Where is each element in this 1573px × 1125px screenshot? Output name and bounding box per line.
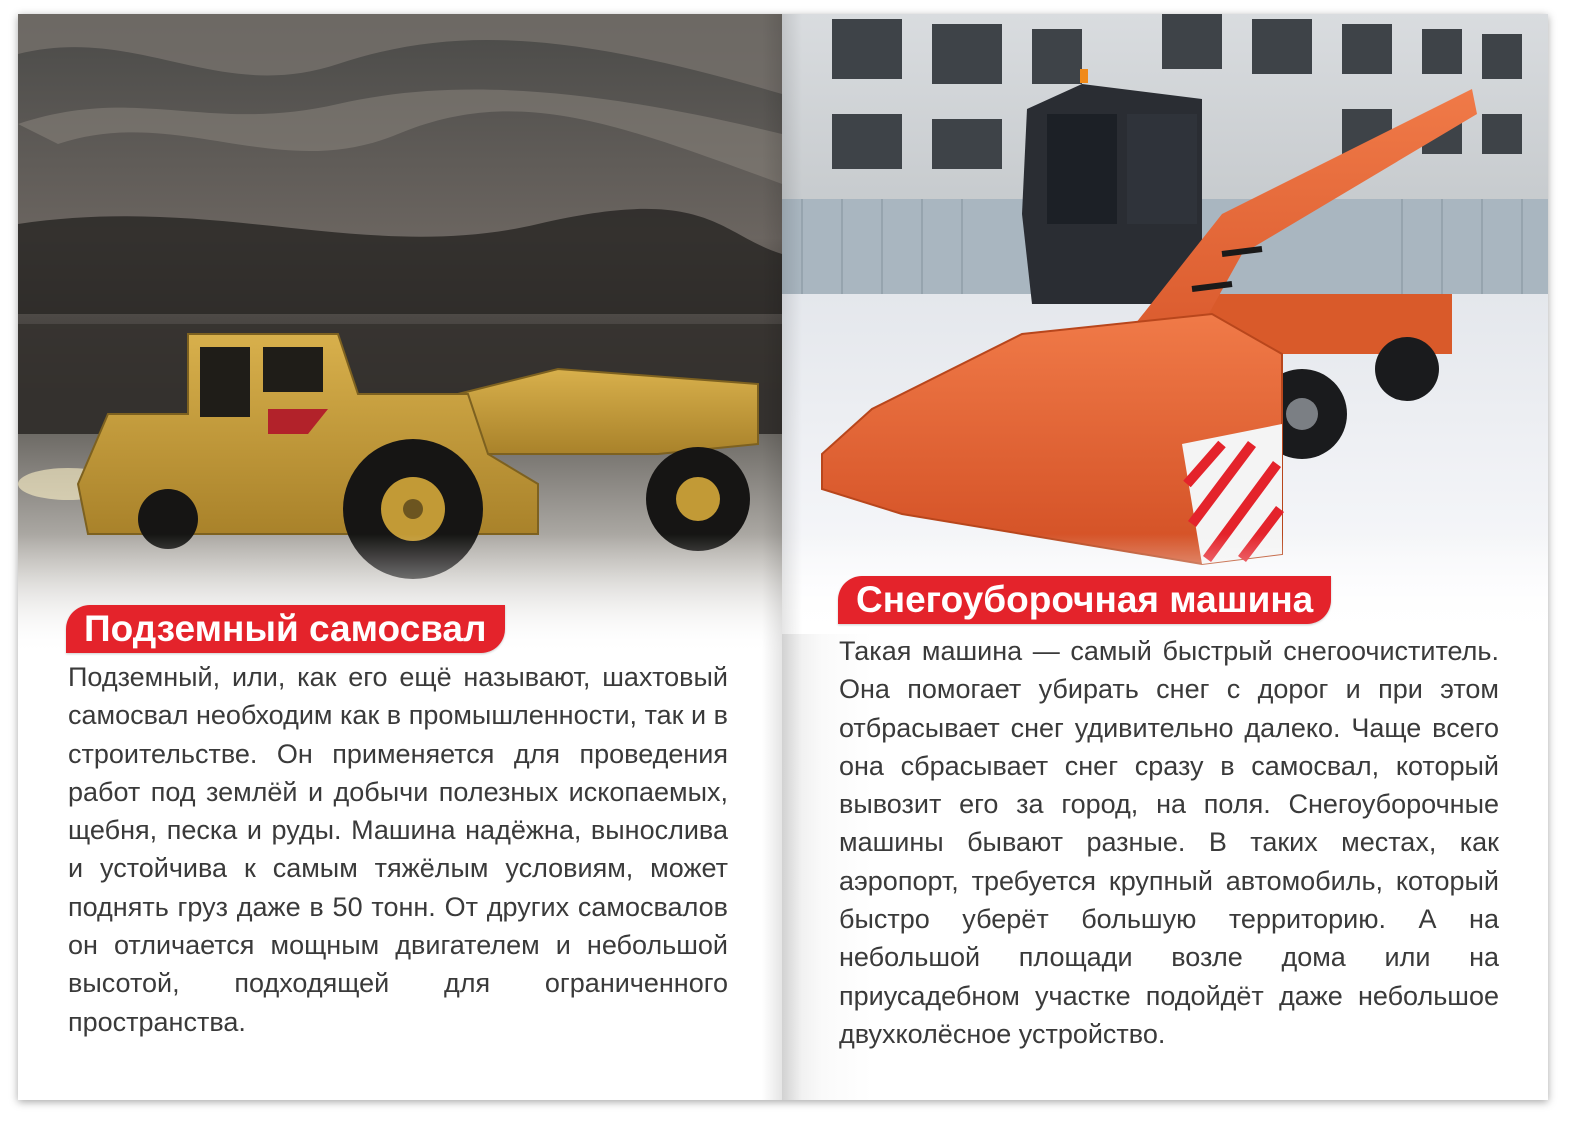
book-spread (18, 14, 1548, 1100)
left-page (18, 14, 782, 1100)
right-page (782, 14, 1548, 1100)
right-page-title: Снегоуборочная машина (838, 576, 1331, 624)
snow-removal-machine-photo (782, 14, 1548, 634)
left-page-paragraph: Подземный, или, как его ещё называют, шахтовый самосвал необходим как в промышленности, так и в строительстве. Он применяется для проведения работ под землёй и добычи полезных ископаемых, щебня, песка и руды. Машина надёжна, вынослива и устойчива к самым тяжёлым условиям, может поднять груз даже в 50 тонн. От других самосвалов он отличается мощным двигателем и небольшой высотой, подходящей для ограниченного пространства. (68, 662, 728, 1037)
left-page-title: Подземный самосвал (66, 605, 505, 653)
underground-dump-truck-photo (18, 14, 782, 654)
right-page-paragraph: Такая машина — самый быстрый снегоочиститель. Она помогает убирать снег с дорог и при этом отбрасывает снег удивительно далеко. Чаще всего она сбрасывает снег сразу в самосвал, который вывозит его за город, на поля. Снегоуборочные машины бывают разные. В таких местах, как аэропорт, требуется крупный автомобиль, который быстро уберёт большую территорию. А на небольшой площади возле дома или на приусадебном участке подойдёт даже небольшое двухколёсное устройство. (839, 636, 1499, 1049)
